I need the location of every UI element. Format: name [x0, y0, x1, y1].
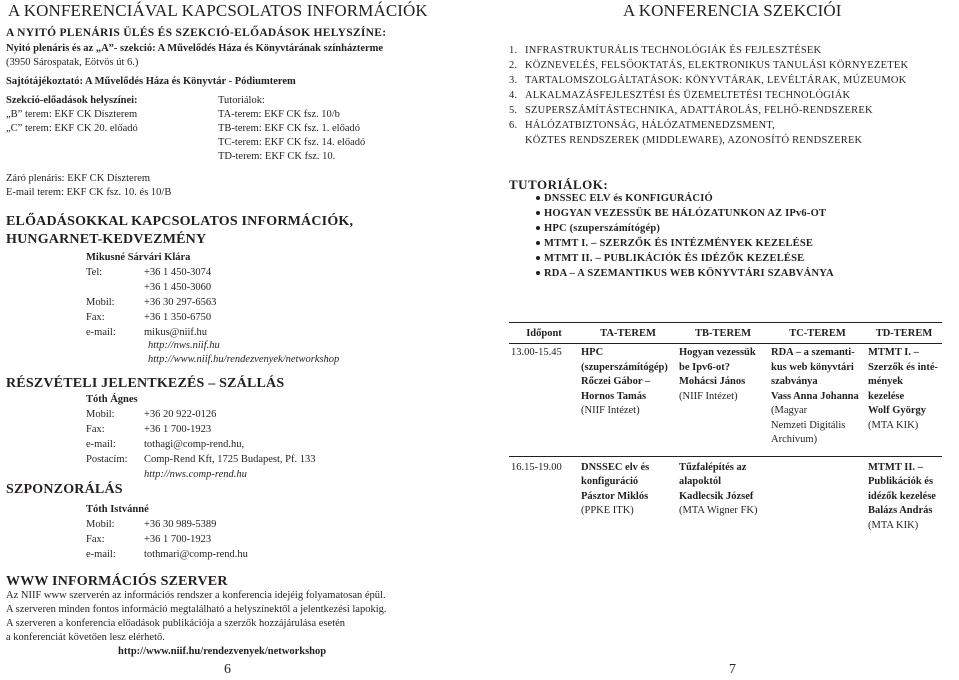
www-paragraph — [6, 589, 387, 645]
www-line: A szerveren a konferencia előadások publikációja a szerzők hozzájárulása esetén — [6, 618, 346, 629]
contact3-value: +36 1 700-1923 — [144, 534, 212, 545]
header-tb: TB-TEREM — [677, 323, 769, 344]
header-ta: TA-TEREM — [579, 323, 677, 344]
tutorials-heading: TUTORIÁLOK: — [509, 177, 609, 192]
section-number: 2. — [509, 60, 518, 71]
tutorial-item: MTMT II. – PUBLIKÁCIÓK ÉS IDÉZŐK KEZELÉSE — [544, 251, 834, 266]
session-cell — [677, 344, 769, 457]
section-venue-c: „C” terem: EKF CK 20. előadó — [6, 123, 138, 134]
right-page-title: A KONFERENCIA SZEKCIÓI — [623, 1, 842, 20]
session-speaker: Vass Anna Johanna — [771, 390, 859, 402]
section-item — [509, 58, 908, 73]
press-conference-line: Sajtótájékoztató: A Művelődés Háza és Könyvtár - Pódiumterem — [6, 76, 296, 87]
email-room: E-mail terem: EKF CK fsz. 10. és 10/B — [6, 187, 172, 198]
section-number: 5. — [509, 105, 518, 116]
session-speaker: Rőczei Gábor – — [581, 376, 651, 387]
venue-line-2: (3950 Sárospatak, Eötvös út 6.) — [6, 57, 139, 68]
contact1-value: +36 1 450-3060 — [144, 282, 212, 293]
session-speaker: Mohácsi János — [679, 376, 746, 387]
nws-link[interactable]: http://nws.niif.hu — [148, 340, 220, 351]
contact3-value: +36 30 989-5389 — [144, 519, 217, 530]
session-title: RDA – a szemanti- — [771, 347, 855, 358]
closing-info — [6, 172, 171, 200]
session-speaker: Balázs András — [868, 505, 933, 516]
section-item — [509, 43, 908, 58]
session-org: (MTA KIK) — [868, 519, 919, 531]
session-title: be Ipv6-ot? — [679, 361, 731, 373]
section-title: INFRASTRUKTURÁLIS TECHNOLÓGIÁK ÉS FEJLESZTÉSEK — [525, 45, 822, 56]
tutorial-venue-tb: TB-terem: EKF CK fsz. 1. előadó — [218, 123, 361, 134]
page-number-right: 7 — [729, 662, 736, 677]
session-speaker: Kadlecsik József — [679, 490, 754, 502]
session-title: alapoktól — [679, 476, 722, 487]
session-org: (MTA KIK) — [868, 419, 919, 431]
contact1-label — [86, 281, 144, 295]
section-item — [509, 118, 908, 133]
session-cell — [769, 344, 866, 457]
tutorial-item: RDA – A SZEMANTIKUS WEB KÖNYVTÁRI SZABVÁNYA — [544, 268, 834, 279]
contact1-label: Mobil: — [86, 297, 115, 308]
section-title: SZUPERSZÁMÍTÁSTECHNIKA, ADATTÁROLÁS, FELHŐ-RENDSZEREK — [525, 105, 873, 116]
session-title: konfiguráció — [581, 476, 639, 487]
closing-plenary: Záró plenáris: EKF CK Díszterem — [6, 173, 151, 184]
contact1-value: +36 1 350-6750 — [144, 312, 212, 323]
page-number-left: 6 — [224, 662, 231, 677]
tutorial-item: HPC (szuperszámítógép) — [544, 221, 834, 236]
header-tc: TC-TEREM — [769, 323, 866, 344]
time-cell: 13.00-15.45 — [511, 347, 562, 358]
section-number: 6. — [509, 120, 518, 131]
tutorial-venues-list — [218, 108, 365, 164]
section-title: KÖZTES RENDSZEREK (MIDDLEWARE), AZONOSÍTÓ RENDSZEREK — [525, 135, 863, 146]
www-url-link[interactable]: http://www.niif.hu/rendezvenyek/networkshop — [118, 646, 327, 657]
www-line: a konferenciát követően lesz elérhető. — [6, 632, 165, 643]
networkshop-link[interactable]: http://www.niif.hu/rendezvenyek/networkshop — [148, 354, 340, 365]
contact3-name: Tóth Istvánné — [86, 504, 149, 515]
session-title: mények kezelése — [868, 376, 905, 402]
contact3-label: Fax: — [86, 534, 105, 545]
session-cell — [579, 456, 677, 541]
session-org: (PPKE ITK) — [581, 505, 634, 516]
contact3-label: e-mail: — [86, 549, 116, 560]
contact1-value: +36 30 297-6563 — [144, 297, 217, 308]
session-org: (Magyar — [771, 405, 808, 416]
section-title: ALKALMAZÁSFEJLESZTÉSI ÉS ÜZEMELTETÉSI TECHNOLÓGIÁK — [525, 90, 851, 101]
section-title: HÁLÓZATBIZTONSÁG, HÁLÓZATMENEDZSMENT, — [525, 120, 775, 131]
tutorial-schedule-table — [509, 322, 942, 541]
contact1-urls — [148, 339, 339, 367]
session-title: szabványa — [771, 376, 818, 387]
section-title: KÖZNEVELÉS, FELSŐOKTATÁS, ELEKTRONIKUS TANULÁSI KÖRNYEZETEK — [525, 60, 909, 71]
session-title: kus web könyvtári — [771, 361, 854, 373]
contact2-details — [86, 408, 316, 467]
session-title: HPC — [581, 347, 604, 358]
session-org: (NIIF Intézet) — [679, 390, 738, 402]
contact1-details — [86, 266, 216, 340]
contact1-value: +36 1 450-3074 — [144, 267, 212, 278]
sections-list — [509, 43, 908, 148]
info-heading-line-1: ELŐADÁSOKKAL KAPCSOLATOS INFORMÁCIÓK, — [6, 214, 354, 229]
contact2-email-link[interactable]: tothagi@comp-rend.hu, — [144, 439, 245, 450]
section-venues-list — [6, 108, 138, 136]
table-header-row — [509, 323, 942, 344]
section-number: 4. — [509, 90, 518, 101]
session-title: (szuperszámítógép) — [581, 361, 668, 373]
contact1-label: e-mail: — [86, 327, 116, 338]
section-item — [509, 88, 908, 103]
contact3-email-link[interactable]: tothmari@comp-rend.hu — [144, 549, 248, 560]
tutorial-venue-tc: TC-terem: EKF CK fsz. 14. előadó — [218, 137, 366, 148]
section-item — [509, 73, 908, 88]
session-speaker: Wolf György — [868, 405, 927, 416]
session-title: DNSSEC elv és — [581, 461, 650, 473]
info-heading-line-2: HUNGARNET-KEDVEZMÉNY — [6, 232, 207, 247]
session-speaker: Hornos Tamás — [581, 390, 647, 402]
section-item — [509, 103, 908, 118]
session-cell — [866, 344, 942, 457]
section-number: 3. — [509, 75, 518, 86]
session-org: Archívum) — [771, 434, 818, 445]
venue-heading: A NYITÓ PLENÁRIS ÜLÉS ÉS SZEKCIÓ-ELŐADÁSOK HELYSZÍNE: — [6, 27, 387, 39]
tutorial-venue-td: TD-terem: EKF CK fsz. 10. — [218, 151, 336, 162]
table-row — [509, 456, 942, 541]
contact2-value: Comp-Rend Kft, 1725 Budapest, Pf. 133 — [144, 454, 316, 465]
venue-line-1: Nyitó plenáris és az „A”- szekció: A Művelődés Háza és Könyvtárának színházterme — [6, 43, 384, 54]
session-title: Szerzők és inté- — [868, 361, 938, 373]
contact3-details — [86, 518, 248, 562]
contact2-name: Tóth Ágnes — [86, 394, 138, 405]
section-number: 1. — [509, 45, 518, 56]
section-venue-b: „B” terem: EKF CK Díszterem — [6, 109, 138, 120]
session-title: Publikációk és — [868, 476, 934, 487]
session-cell — [866, 456, 942, 541]
session-speaker: Pásztor Miklós — [581, 490, 649, 502]
www-heading: WWW INFORMÁCIÓS SZERVER — [6, 574, 228, 589]
contact2-value: +36 20 922-0126 — [144, 409, 217, 420]
contact1-label: Tel: — [86, 267, 103, 278]
section-item-continuation — [509, 133, 908, 148]
contact2-label: Postacím: — [86, 454, 128, 465]
session-title: MTMT I. – — [868, 347, 919, 358]
tutorial-item: DNSSEC ELV és KONFIGURÁCIÓ — [544, 191, 834, 206]
contact2-label: Fax: — [86, 424, 105, 435]
sponsor-heading: SZPONZORÁLÁS — [6, 482, 123, 497]
session-title: Hogyan vezessük — [679, 347, 756, 358]
tutorial-venue-ta: TA-terem: EKF CK fsz. 10/b — [218, 109, 340, 120]
contact1-label: Fax: — [86, 312, 105, 323]
session-cell — [579, 344, 677, 457]
time-cell: 16.15-19.00 — [509, 456, 579, 541]
contact2-label: Mobil: — [86, 409, 115, 420]
header-time: Időpont — [509, 323, 579, 344]
contact2-value: +36 1 700-1923 — [144, 424, 212, 435]
www-line: Az NIIF www szerverén az információs rendszer a konferencia idejéig folyamatosan épül. — [6, 590, 386, 601]
contact1-name: Mikusné Sárvári Klára — [86, 252, 191, 263]
header-td: TD-TEREM — [866, 323, 942, 344]
comp-rend-link[interactable]: http://nws.comp-rend.hu — [144, 469, 247, 480]
session-org: (NIIF Intézet) — [581, 405, 640, 416]
session-title: idézők kezelése — [868, 490, 936, 502]
session-title: Tűzfalépítés az — [679, 461, 747, 473]
section-title: TARTALOMSZOLGÁLTATÁSOK: KÖNYVTÁRAK, LEVÉLTÁRAK, MÚZEUMOK — [525, 75, 907, 86]
session-org: Nemzeti Digitális — [771, 419, 846, 431]
contact1-email-link[interactable]: mikus@niif.hu — [144, 327, 208, 338]
registration-heading: RÉSZVÉTELI JELENTKEZÉS – SZÁLLÁS — [6, 376, 285, 391]
www-line: A szerveren minden fontos információ megtalálható a helyszínektől a jelentkezési lapokig. — [6, 604, 387, 615]
session-org: (MTA Wigner FK) — [679, 505, 758, 516]
tutorials-list — [544, 191, 834, 281]
left-page-title: A KONFERENCIÁVAL KAPCSOLATOS INFORMÁCIÓK — [8, 1, 428, 20]
contact2-label: e-mail: — [86, 439, 116, 450]
tutorials-label: Tutoriálok: — [218, 95, 265, 106]
tutorial-item: HOGYAN VEZESSÜK BE HÁLÓZATUNKON AZ IPv6-OT — [544, 206, 834, 221]
session-cell-empty — [769, 456, 866, 541]
table-row — [509, 344, 942, 457]
tutorial-item: MTMT I. – SZERZŐK ÉS INTÉZMÉNYEK KEZELÉSE — [544, 236, 834, 251]
session-cell — [677, 456, 769, 541]
section-venues-label: Szekció-előadások helyszínei: — [6, 95, 138, 106]
contact3-label: Mobil: — [86, 519, 115, 530]
session-title: MTMT II. – — [868, 461, 923, 473]
